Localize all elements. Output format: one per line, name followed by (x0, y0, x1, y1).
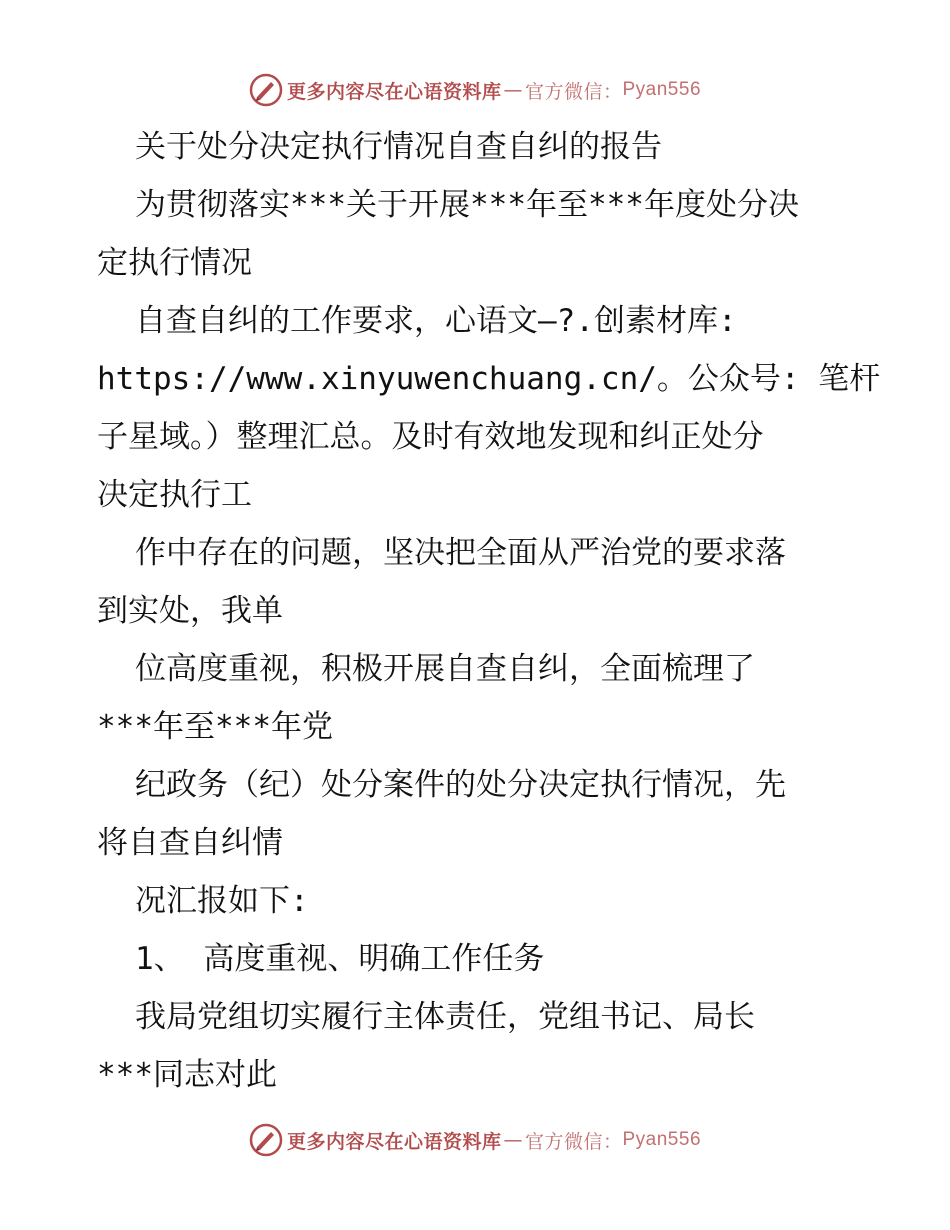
quill-logo-icon (249, 1123, 283, 1157)
paragraph-line: 纪政务（纪）处分案件的处分决定执行情况，先 (135, 767, 786, 803)
watermark-wechat-label: 官方微信： (524, 1130, 623, 1153)
paragraph-line: 位高度重视，积极开展自查自纠，全面梳理了 (135, 651, 755, 687)
paragraph-line: 作中存在的问题，坚决把全面从严治党的要求落 (135, 535, 786, 571)
document-body (97, 118, 881, 1104)
watermark-account: Pyan556 (622, 1129, 702, 1150)
paragraph-line: 子星域。）整理汇总。及时有效地发现和纠正处分 (97, 419, 764, 455)
watermark-banner-top (0, 70, 950, 110)
paragraph-line: 我局党组切实履行主体责任，党组书记、局长 (135, 999, 755, 1035)
paragraph-line: https://www.xinyuwenchuang.cn/。公众号: 笔杆 (97, 361, 881, 397)
paragraph-line: 为贯彻落实***关于开展***年至***年度处分决 (135, 187, 799, 223)
paragraph-line: 况汇报如下: (135, 883, 309, 919)
paragraph-line: 自查自纠的工作要求，心语文—?.创素材库: (135, 303, 737, 339)
paragraph-line: 将自查自纠情 (97, 825, 283, 861)
paragraph-line: ***年至***年党 (97, 709, 333, 745)
paragraph-line: ***同志对此 (97, 1057, 277, 1093)
watermark-banner-bottom (0, 1120, 950, 1160)
watermark-account: Pyan556 (622, 79, 702, 100)
watermark-brand: 更多内容尽在心语资料库 (286, 80, 502, 103)
watermark-brand: 更多内容尽在心语资料库 (286, 1130, 502, 1153)
section-heading: 1、 高度重视、明确工作任务 (135, 941, 545, 977)
document-title: 关于处分决定执行情况自查自纠的报告 (135, 129, 662, 165)
paragraph-line: 到实处，我单 (97, 593, 283, 629)
quill-logo-icon (249, 73, 283, 107)
watermark-separator: — (503, 1129, 523, 1151)
watermark-wechat-label: 官方微信： (524, 80, 623, 103)
paragraph-line: 定执行情况 (97, 245, 252, 281)
paragraph-line: 决定执行工 (97, 477, 252, 513)
watermark-separator: — (503, 79, 523, 101)
